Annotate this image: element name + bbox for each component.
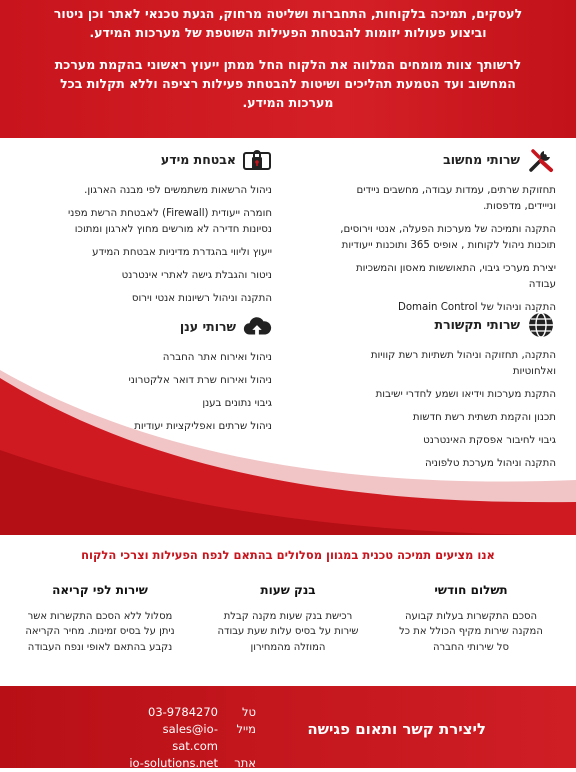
phone-link[interactable]: 03-9784270 <box>148 705 218 719</box>
section-title-computing <box>326 145 556 175</box>
plan-per-call <box>25 583 175 655</box>
contact-details <box>118 704 256 772</box>
website-link[interactable]: io-solutions.net <box>129 756 218 770</box>
section-cloud <box>42 312 272 442</box>
plan-hour-bank <box>213 583 363 655</box>
section-title-security <box>42 145 272 175</box>
intro-paragraph-1: לעסקים, תמיכה בלקוחות, התחברות ושליטה מרחוק, הגעת טכנאי לאתר וכן ניטור וביצוע פעולות יזומות להבטחת הפעילות השוטפת של מערכות המידע. <box>53 6 523 40</box>
list-item: התקנה, תחזוקה וניהול תשתיות רשת קוויות ואלחוטיות <box>370 350 556 377</box>
section-computing <box>326 145 556 323</box>
list-item: התקנה וניהול של Domain Control <box>397 302 556 313</box>
section-communication <box>326 310 556 479</box>
contact-phone <box>118 704 256 721</box>
list-item: ניטור והגבלת גישה לאתרי אינטרנט <box>121 270 272 281</box>
plan-description: רכישת בנק שעות מקנה קבלת שירות על בסיס עלות שעת עבודה המוזלה מהמחירון <box>217 610 359 653</box>
list-item: ייעוץ וליווי בהגדרת מדיניות אבטחת המידע <box>92 247 272 258</box>
plan-monthly <box>396 583 546 655</box>
list-item: תכנון והקמת תשתית רשת חדשות <box>412 412 556 423</box>
list-item: יצירת מערכי גיבוי, התאוששות מאסון והמשכיות עבודה <box>355 263 556 290</box>
section-title-text: שרותי תקשורת <box>434 317 520 332</box>
list-item: ניהול שרתים ואפליקציות יעודיות <box>134 421 272 432</box>
cloud-upload-icon <box>242 312 272 342</box>
list-item: גיבוי לחיבור אפסקת האינטרנט <box>423 435 556 446</box>
list-item: גיבוי נתונים בענן <box>202 398 272 409</box>
offer-heading: אנו מציעים תמיכה טכנית במגוון מסלולים בהתאם לנפח הפעילות וצרכי הלקוח <box>81 548 495 562</box>
list-item: ניהול ואירוח אתר החברה <box>162 352 272 363</box>
contact-label: אתר <box>234 756 256 770</box>
list-item: ניהול הרשאות משתמשים לפי מבנה הארגון. <box>84 185 272 196</box>
section-security <box>42 145 272 314</box>
contact-cta: ליצירת קשר ותאום פגישה <box>307 720 486 738</box>
contact-label: טל <box>242 705 256 719</box>
plan-description: מסלול ללא הסכם התקשרות אשר ניתן על בסיס זמינות. מחיר הקריאה נקבע בהתאם לאופי ונפח העבודה <box>25 610 175 653</box>
list-item: תחזוקת שרתים, עמדות עבודה, מחשבים ניידים ונייידים, מדפסות. <box>356 185 556 212</box>
contact-email <box>118 721 256 755</box>
list-item: התקנת מערכות וידיאו ושמע לחדרי ישיבות <box>375 389 556 400</box>
list-item: ניהול ואירוח שרת דואר אלקטרוני <box>128 375 272 386</box>
section-title-communication <box>326 310 556 340</box>
intro-paragraph-2: לרשותך צוות מומחים המלווה את הלקוח החל ממתן ייעוץ ראשוני בהקמת מערכת המחשוב ועד הטמעת תהליכים ושיטות להבטחת פעילות רציפה וללא תקלות בכל מערכות המידע. <box>54 57 522 110</box>
list-item: התקנה וניהול רשיונות אנטי וירוס <box>131 293 272 304</box>
intro-text <box>40 4 536 112</box>
security-lock-icon <box>242 145 272 175</box>
plan-title: תשלום חודשי <box>434 583 508 597</box>
tools-icon <box>526 145 556 175</box>
contact-website <box>118 755 256 772</box>
footer <box>0 686 576 768</box>
plan-title: בנק שעות <box>260 583 316 597</box>
globe-icon <box>526 310 556 340</box>
email-link[interactable]: sales@io-sat.com <box>162 722 218 753</box>
plan-description: הסכם התקשרות בעלות קבועה המקנה שירות מקיף הכולל את כל סל שירותי החברה <box>399 610 543 653</box>
list-item: חומרה ייעודית (Firewall) לאבטחת הרשת מפני נסיונות חדירה לא מורשים מחוץ לארגון ומתוכו <box>68 208 272 235</box>
list-item: התקנה וניהול מערכת טלפוניה <box>424 458 556 469</box>
plan-title: שירות לפי קריאה <box>52 583 148 597</box>
contact-label: מייל <box>236 722 256 736</box>
section-title-cloud <box>42 312 272 342</box>
list-item: התקנה ותמיכה של מערכות הפעלה, אנטי וירוסים, תוכנות ניהול לקוחות , אופיס 365 ותוכנות ייעודיות <box>340 224 556 251</box>
section-title-text: שרותי מחשוב <box>443 152 520 167</box>
section-title-text: שרותי ענן <box>179 319 236 334</box>
section-title-text: אבטחת מידע <box>160 152 236 167</box>
